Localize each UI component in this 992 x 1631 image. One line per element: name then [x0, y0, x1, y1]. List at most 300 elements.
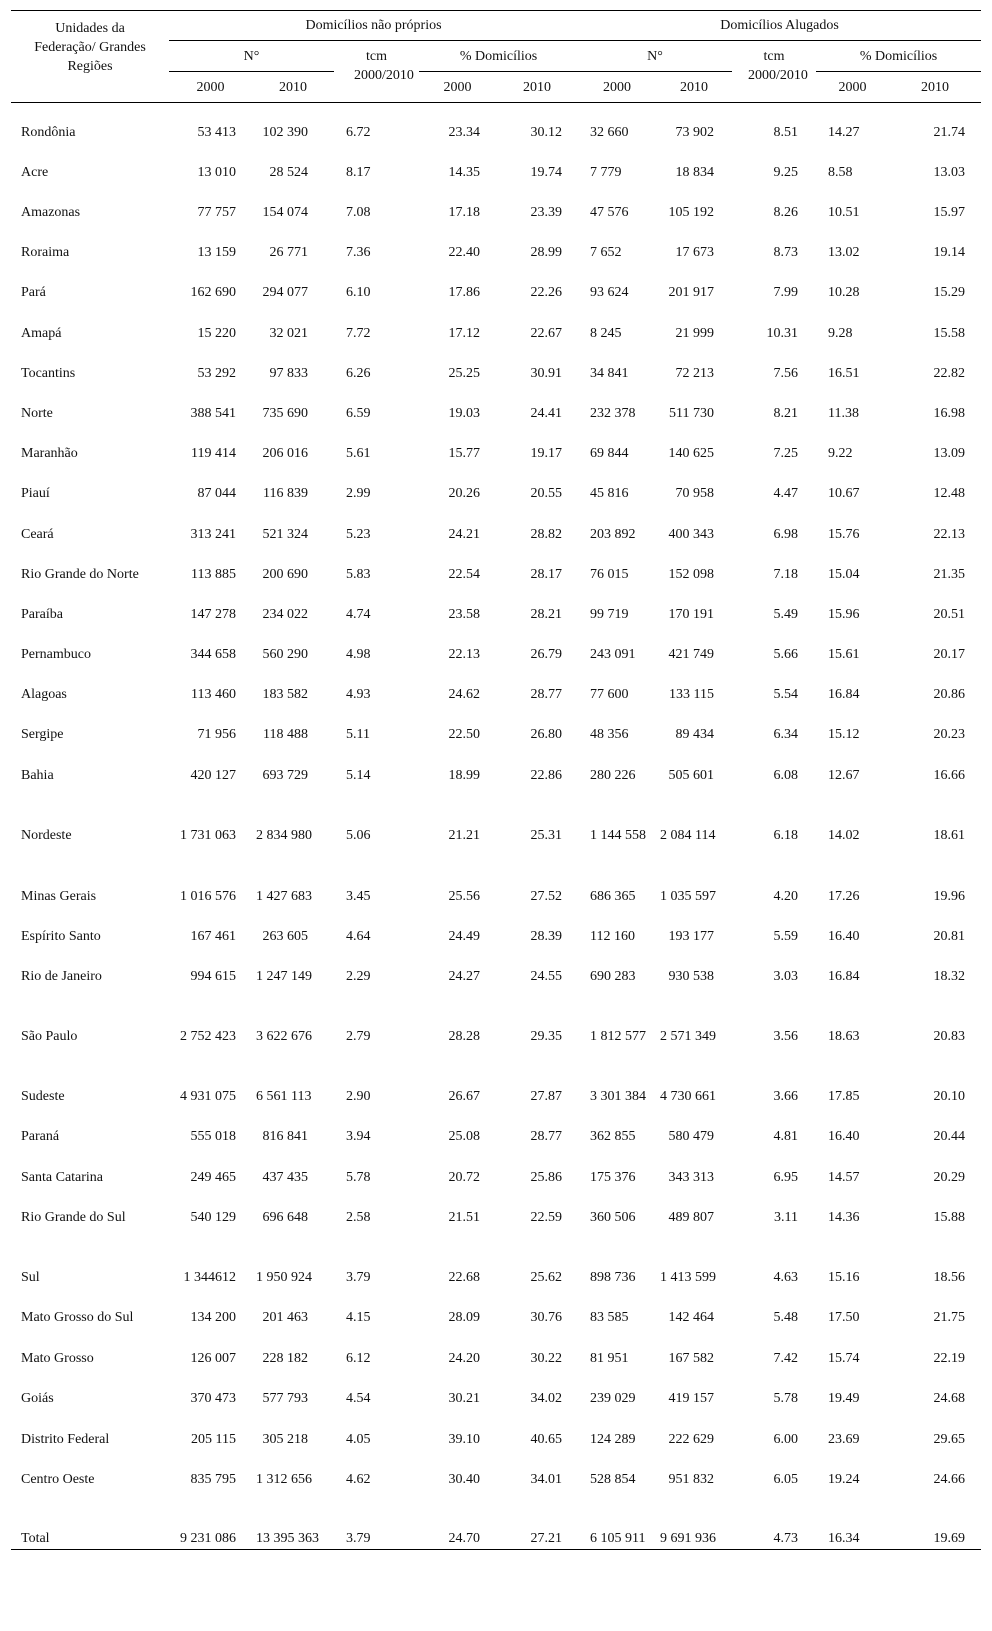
- table-row: [11, 1107, 981, 1147]
- table-cell: 72 213: [675, 365, 715, 381]
- table-row: [11, 1409, 981, 1450]
- table-cell: 81 951: [590, 1350, 629, 1366]
- table-cell: 3.94: [346, 1128, 371, 1144]
- table-cell: 27.87: [530, 1088, 563, 1104]
- table-cell: 8.73: [773, 244, 799, 260]
- table-cell: 370 473: [190, 1390, 236, 1406]
- table-cell: 30.76: [530, 1309, 563, 1325]
- table-cell: 14.35: [448, 164, 480, 180]
- table-cell: 294 077: [262, 284, 308, 300]
- table-cell: 228 182: [262, 1350, 308, 1366]
- table-cell: 14.27: [828, 124, 860, 140]
- table-row: [11, 1147, 981, 1188]
- table-cell: 22.19: [933, 1350, 966, 1366]
- table-cell: 17.12: [448, 325, 480, 341]
- table-cell: 577 793: [262, 1390, 308, 1406]
- table-cell: 201 463: [262, 1309, 308, 1325]
- table-cell: 560 290: [262, 646, 308, 662]
- table-cell: 2 834 980: [256, 827, 312, 843]
- table-cell: 1 016 576: [180, 888, 236, 904]
- table-cell: 25.86: [530, 1169, 563, 1185]
- table-row: [11, 1369, 981, 1409]
- table-cell: 898 736: [590, 1269, 636, 1285]
- table-cell: 162 690: [190, 284, 236, 300]
- table-cell: 686 365: [590, 888, 636, 904]
- table-cell: 27.52: [530, 888, 563, 904]
- table-cell: 313 241: [190, 526, 236, 542]
- table-cell: 7.36: [346, 244, 371, 260]
- table-cell: 6.34: [773, 726, 799, 742]
- table-cell: 15.58: [933, 325, 966, 341]
- table-cell: 421 749: [668, 646, 715, 662]
- table-cell: 15.04: [828, 566, 860, 582]
- header-year: 2000: [169, 72, 252, 103]
- table-cell: 16.40: [828, 928, 860, 944]
- table-cell: 16.98: [933, 405, 966, 421]
- table-cell: 154 074: [262, 204, 308, 220]
- table-cell: 8.21: [773, 405, 799, 421]
- table-row: [11, 424, 981, 464]
- table-cell: 102 390: [262, 124, 308, 140]
- table-cell: 9.28: [828, 325, 853, 341]
- table-cell: 280 226: [590, 767, 636, 783]
- table-cell: 5.14: [346, 767, 371, 783]
- table-cell: 5.06: [346, 827, 371, 843]
- table-cell: 693 729: [262, 767, 308, 783]
- table-cell: 167 461: [190, 928, 236, 944]
- table-cell: 8.58: [828, 164, 853, 180]
- header-tcm-rented: tcm 2000/2010: [732, 41, 816, 103]
- table-cell: 19.14: [933, 244, 966, 260]
- table-cell: 400 343: [668, 526, 715, 542]
- table-cell: 206 016: [262, 445, 308, 461]
- row-name: Total: [11, 1490, 169, 1550]
- table-cell: 21.21: [448, 827, 480, 843]
- table-cell: 8 245: [590, 325, 622, 341]
- table-cell: 113 460: [191, 686, 236, 702]
- table-cell: 360 506: [590, 1209, 636, 1225]
- header-pct-rented: % Domicílios: [816, 41, 981, 72]
- table-cell: 21.75: [933, 1309, 966, 1325]
- table-cell: 1 731 063: [180, 827, 236, 843]
- header-tcm-non-owned: tcm 2000/2010: [334, 41, 419, 103]
- table-cell: 232 378: [590, 405, 636, 421]
- table-row: [11, 947, 981, 987]
- table-cell: 6.26: [346, 365, 371, 381]
- table-cell: 22.67: [530, 325, 563, 341]
- header-year: 2010: [252, 72, 334, 103]
- row-name: Centro Oeste: [21, 1471, 95, 1487]
- table-cell: 183 582: [262, 686, 308, 702]
- table-cell: 16.84: [828, 686, 860, 702]
- table-cell: 3.11: [774, 1209, 799, 1225]
- table-cell: 16.51: [828, 365, 860, 381]
- table-cell: 28.82: [530, 526, 563, 542]
- table-cell: 200 690: [262, 566, 308, 582]
- table-cell: 20.86: [933, 686, 966, 702]
- table-cell: 690 283: [590, 968, 636, 984]
- table-cell: 29.35: [530, 1028, 563, 1044]
- table-cell: 420 127: [190, 767, 236, 783]
- table-cell: 540 129: [190, 1209, 236, 1225]
- table-cell: 28.99: [530, 244, 563, 260]
- table-cell: 8.17: [346, 164, 371, 180]
- header-num-rented: N°: [578, 41, 732, 72]
- table-cell: 15.12: [828, 726, 860, 742]
- table-row: [11, 705, 981, 745]
- row-name: Paraná: [21, 1128, 60, 1144]
- table-cell: 1 312 656: [256, 1471, 312, 1487]
- table-cell: 5.78: [346, 1169, 371, 1185]
- table-cell: 4.98: [346, 646, 371, 662]
- table-cell: 40.65: [530, 1431, 563, 1447]
- table-cell: 30.21: [448, 1390, 480, 1406]
- table-cell: 3.03: [773, 968, 799, 984]
- table-cell: 77 757: [197, 204, 236, 220]
- table-cell: 2 084 114: [660, 827, 716, 843]
- table-cell: 419 157: [668, 1390, 715, 1406]
- table-cell: 28.17: [530, 566, 563, 582]
- table-cell: 18.61: [933, 827, 966, 843]
- table-cell: 24.27: [448, 968, 480, 984]
- table-cell: 22.68: [448, 1269, 480, 1285]
- row-name: Norte: [21, 405, 53, 421]
- table-cell: 19.74: [530, 164, 563, 180]
- table-cell: 24.68: [933, 1390, 966, 1406]
- table-cell: 28.21: [530, 606, 563, 622]
- table-cell: 4 730 661: [660, 1088, 717, 1104]
- row-name: Espírito Santo: [21, 928, 101, 944]
- table-row: [11, 987, 981, 1047]
- table-cell: 22.13: [448, 646, 480, 662]
- table-cell: 20.17: [933, 646, 966, 662]
- table-cell: 2.58: [346, 1209, 371, 1225]
- table-cell: 21 999: [675, 325, 715, 341]
- header-unit: Unidades da Federação/ Grandes Regiões: [11, 11, 169, 103]
- table-cell: 167 582: [668, 1350, 715, 1366]
- row-name: Sul: [21, 1269, 40, 1285]
- row-name: Goiás: [21, 1390, 54, 1406]
- table-cell: 32 660: [590, 124, 629, 140]
- table-cell: 24.55: [530, 968, 563, 984]
- table-row: [11, 665, 981, 705]
- table-cell: 6.95: [773, 1169, 799, 1185]
- table-cell: 10.67: [828, 485, 860, 501]
- table-row: [11, 907, 981, 947]
- table-cell: 4.93: [346, 686, 371, 702]
- table-cell: 521 324: [262, 526, 308, 542]
- table-cell: 14.57: [828, 1169, 860, 1185]
- table-cell: 25.62: [530, 1269, 563, 1285]
- table-cell: 12.67: [828, 767, 860, 783]
- table-cell: 19.03: [448, 405, 480, 421]
- table-cell: 30.91: [530, 365, 563, 381]
- table-cell: 22.54: [448, 566, 480, 582]
- table-cell: 9.25: [773, 164, 799, 180]
- row-name: Rio Grande do Norte: [21, 566, 139, 582]
- table-cell: 6.00: [773, 1431, 799, 1447]
- table-cell: 555 018: [190, 1128, 236, 1144]
- table-cell: 18.56: [933, 1269, 966, 1285]
- table-cell: 4.63: [773, 1269, 799, 1285]
- table-row: [11, 344, 981, 384]
- table-cell: 16.40: [828, 1128, 860, 1144]
- table-cell: 3.79: [334, 1490, 419, 1550]
- table-cell: 18.63: [828, 1028, 860, 1044]
- table-cell: 39.10: [448, 1431, 480, 1447]
- table-row: [11, 143, 981, 183]
- table-cell: 19.49: [828, 1390, 860, 1406]
- table-cell: 15.76: [828, 526, 860, 542]
- table-cell: 28.77: [530, 1128, 563, 1144]
- table-cell: 24.41: [530, 405, 563, 421]
- table-cell: 20.51: [933, 606, 966, 622]
- table-cell: 1 950 924: [256, 1269, 312, 1285]
- table-cell: 249 465: [190, 1169, 236, 1185]
- table-cell: 73 902: [675, 124, 715, 140]
- table-cell: 1 344612: [183, 1269, 236, 1285]
- table-cell: 19.69: [889, 1490, 981, 1550]
- table-row: [11, 1288, 981, 1328]
- table-cell: 3.56: [773, 1028, 799, 1044]
- table-cell: 20.55: [530, 485, 563, 501]
- table-cell: 6.18: [773, 827, 799, 843]
- table-cell: 23.39: [530, 204, 563, 220]
- table-cell: 15.16: [828, 1269, 860, 1285]
- table-cell: 77 600: [590, 686, 629, 702]
- table-cell: 45 816: [590, 485, 629, 501]
- table-cell: 18 834: [675, 164, 715, 180]
- table-cell: 24.20: [448, 1350, 480, 1366]
- row-name: São Paulo: [21, 1028, 78, 1044]
- table-cell: 13 159: [197, 244, 236, 260]
- table-row: [11, 545, 981, 585]
- table-cell: 2.79: [346, 1028, 371, 1044]
- table-row: [11, 303, 981, 344]
- table-cell: 343 313: [668, 1169, 715, 1185]
- table-cell: 124 289: [590, 1431, 636, 1447]
- table-cell: 87 044: [197, 485, 236, 501]
- table-cell: 735 690: [262, 405, 308, 421]
- row-name: Rio Grande do Sul: [21, 1209, 126, 1225]
- table-row: [11, 1328, 981, 1369]
- table-cell: 70 958: [675, 485, 715, 501]
- table-cell: 816 841: [262, 1128, 308, 1144]
- table-cell: 15.77: [448, 445, 480, 461]
- table-cell: 12.48: [933, 485, 966, 501]
- table-cell: 71 956: [197, 726, 236, 742]
- table-cell: 2.90: [346, 1088, 371, 1104]
- table-cell: 99 719: [590, 606, 629, 622]
- table-cell: 1 035 597: [660, 888, 717, 904]
- table-row: [11, 846, 981, 907]
- row-name: Sergipe: [21, 726, 64, 742]
- table-row: [11, 1490, 981, 1550]
- table-cell: 7.99: [773, 284, 799, 300]
- table-cell: 528 854: [590, 1471, 636, 1487]
- table-cell: 3.66: [773, 1088, 799, 1104]
- table-cell: 30.40: [448, 1471, 480, 1487]
- table-cell: 16.84: [828, 968, 860, 984]
- table-cell: 11.38: [828, 405, 859, 421]
- table-cell: 5.66: [773, 646, 799, 662]
- table-cell: 4 931 075: [180, 1088, 236, 1104]
- table-cell: 17.50: [828, 1309, 860, 1325]
- table-cell: 1 812 577: [590, 1028, 647, 1044]
- table-cell: 243 091: [590, 646, 636, 662]
- table-cell: 20.23: [933, 726, 966, 742]
- table-row: [11, 1228, 981, 1288]
- table-cell: 23.34: [448, 124, 480, 140]
- table-cell: 7.18: [773, 566, 799, 582]
- row-name: Rio de Janeiro: [21, 968, 102, 984]
- table-cell: 19.17: [530, 445, 563, 461]
- table-cell: 5.54: [773, 686, 799, 702]
- table-cell: 140 625: [668, 445, 715, 461]
- table-row: [11, 1047, 981, 1107]
- table-cell: 112 160: [590, 928, 635, 944]
- header-non-owned: Domicílios não próprios: [169, 11, 578, 41]
- table-cell: 2 752 423: [180, 1028, 236, 1044]
- table-cell: 105 192: [668, 204, 715, 220]
- row-name: Bahia: [21, 767, 54, 783]
- table-cell: 25.31: [530, 827, 563, 843]
- table-cell: 53 413: [197, 124, 236, 140]
- table-cell: 48 356: [590, 726, 629, 742]
- table-cell: 22.40: [448, 244, 480, 260]
- table-cell: 7 652: [590, 244, 622, 260]
- table-cell: 15.61: [828, 646, 860, 662]
- table-cell: 26.67: [448, 1088, 480, 1104]
- table-cell: 19.24: [828, 1471, 860, 1487]
- table-cell: 69 844: [590, 445, 629, 461]
- table-cell: 47 576: [590, 204, 629, 220]
- table-cell: 13.02: [828, 244, 860, 260]
- table-cell: 17.26: [828, 888, 860, 904]
- table-cell: 3.45: [346, 888, 371, 904]
- table-body: [11, 103, 981, 1550]
- table-cell: 13.09: [933, 445, 966, 461]
- row-name: Amazonas: [21, 204, 81, 220]
- table-cell: 20.29: [933, 1169, 966, 1185]
- row-name: Pernambuco: [21, 646, 91, 662]
- table-cell: 21.51: [448, 1209, 480, 1225]
- table-cell: 34 841: [590, 365, 629, 381]
- row-name: Mato Grosso do Sul: [21, 1309, 134, 1325]
- table-cell: 16.66: [933, 767, 966, 783]
- table-cell: 93 624: [590, 284, 629, 300]
- table-cell: 6.08: [773, 767, 799, 783]
- table-cell: 27.21: [496, 1490, 578, 1550]
- table-cell: 362 855: [590, 1128, 636, 1144]
- table-cell: 15 220: [197, 325, 236, 341]
- table-cell: 29.65: [933, 1431, 966, 1447]
- table-cell: 16.34: [816, 1490, 889, 1550]
- table-cell: 4.73: [732, 1490, 816, 1550]
- row-name: Distrito Federal: [21, 1431, 110, 1447]
- table-cell: 18.99: [448, 767, 480, 783]
- table-cell: 25.25: [448, 365, 480, 381]
- table-cell: 22.26: [530, 284, 563, 300]
- table-cell: 175 376: [590, 1169, 636, 1185]
- table-cell: 6.12: [346, 1350, 371, 1366]
- row-name: Amapá: [21, 325, 62, 341]
- row-name: Roraima: [21, 244, 70, 260]
- table-cell: 6.59: [346, 405, 371, 421]
- table-cell: 15.88: [933, 1209, 966, 1225]
- table-cell: 3 622 676: [256, 1028, 312, 1044]
- table-cell: 34.01: [530, 1471, 563, 1487]
- table-cell: 305 218: [262, 1431, 308, 1447]
- table-cell: 9 691 936: [656, 1490, 732, 1550]
- table-row: [11, 464, 981, 504]
- header-rented: Domicílios Alugados: [578, 11, 981, 41]
- table-cell: 28.77: [530, 686, 563, 702]
- table-cell: 4.20: [773, 888, 799, 904]
- row-name: Nordeste: [21, 827, 72, 843]
- row-name: Tocantins: [21, 365, 76, 381]
- table-cell: 1 247 149: [256, 968, 312, 984]
- table-cell: 222 629: [668, 1431, 715, 1447]
- table-cell: 23.69: [828, 1431, 860, 1447]
- table-cell: 13.03: [933, 164, 966, 180]
- table-cell: 170 191: [668, 606, 715, 622]
- table-cell: 6.05: [773, 1471, 799, 1487]
- table-cell: 15.29: [933, 284, 966, 300]
- table-cell: 113 885: [191, 566, 236, 582]
- table-cell: 4.62: [346, 1471, 371, 1487]
- table-cell: 32 021: [269, 325, 308, 341]
- table-cell: 5.61: [346, 445, 371, 461]
- table-cell: 17 673: [675, 244, 715, 260]
- table-row: [11, 585, 981, 625]
- table-cell: 2.29: [346, 968, 371, 984]
- table-cell: 28 524: [269, 164, 308, 180]
- table-cell: 23.58: [448, 606, 480, 622]
- table-cell: 20.26: [448, 485, 480, 501]
- table-cell: 6.98: [773, 526, 799, 542]
- table-cell: 20.10: [933, 1088, 966, 1104]
- row-name: Paraíba: [21, 606, 63, 622]
- table-row: [11, 786, 981, 846]
- table-row: [11, 1450, 981, 1490]
- table-cell: 9 231 086: [169, 1490, 252, 1550]
- table-cell: 19.96: [933, 888, 966, 904]
- table-cell: 21.35: [933, 566, 966, 582]
- table-cell: 133 115: [669, 686, 715, 702]
- row-name: Ceará: [21, 526, 54, 542]
- row-name: Maranhão: [21, 445, 78, 461]
- table-cell: 5.83: [346, 566, 371, 582]
- table-cell: 5.78: [773, 1390, 799, 1406]
- table-cell: 3 301 384: [590, 1088, 647, 1104]
- table-cell: 203 892: [590, 526, 636, 542]
- table-cell: 118 488: [263, 726, 308, 742]
- row-name: Pará: [21, 284, 46, 300]
- table-cell: 505 601: [668, 767, 715, 783]
- table-row: [11, 625, 981, 665]
- table-cell: 1 427 683: [256, 888, 312, 904]
- table-cell: 116 839: [263, 485, 308, 501]
- table-cell: 21.74: [933, 124, 966, 140]
- table-cell: 22.82: [933, 365, 966, 381]
- table-cell: 7.56: [773, 365, 799, 381]
- table-cell: 9.22: [828, 445, 853, 461]
- table-cell: 28.28: [448, 1028, 480, 1044]
- table-cell: 22.59: [530, 1209, 563, 1225]
- header-year: 2010: [656, 72, 732, 103]
- table-cell: 142 464: [668, 1309, 715, 1325]
